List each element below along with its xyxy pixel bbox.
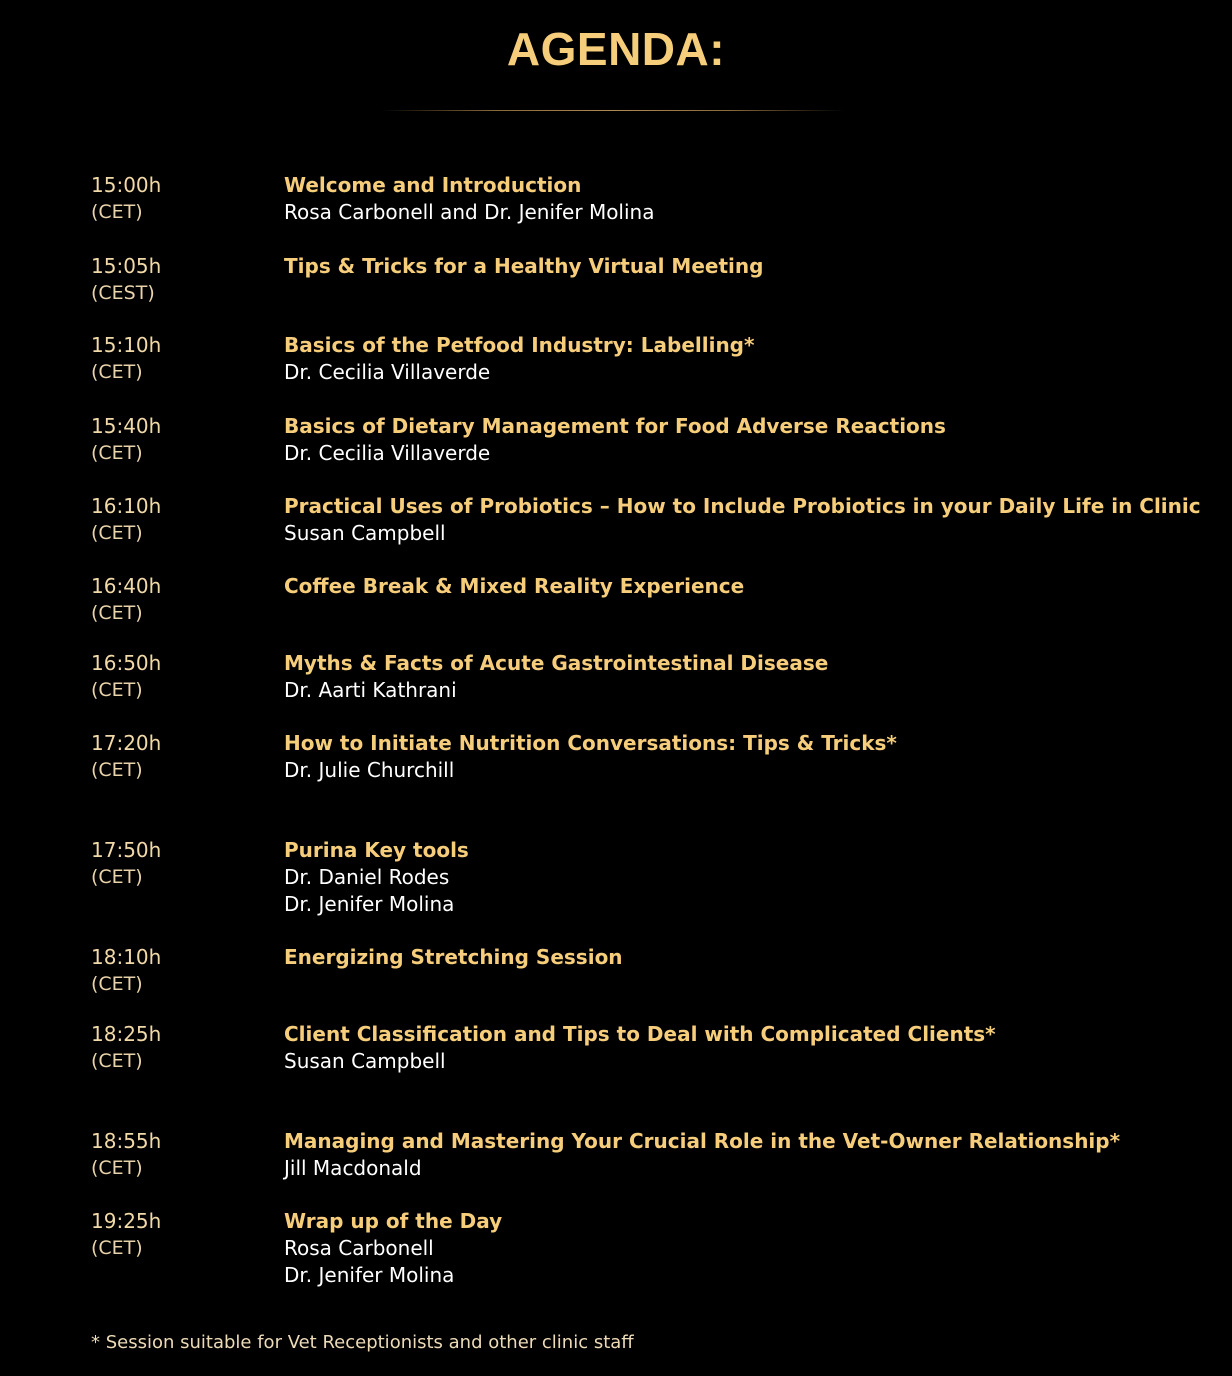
time-value: 16:40h bbox=[91, 574, 162, 598]
agenda-content bbox=[284, 1208, 1224, 1289]
agenda-time bbox=[91, 650, 271, 704]
agenda-content bbox=[284, 730, 1224, 784]
timezone-label: (CET) bbox=[91, 602, 143, 624]
agenda-time bbox=[91, 1021, 271, 1075]
time-value: 17:20h bbox=[91, 731, 162, 755]
timezone-label: (CET) bbox=[91, 973, 143, 995]
speaker-name: Dr. Cecilia Villaverde bbox=[284, 441, 491, 465]
time-value: 19:25h bbox=[91, 1209, 162, 1233]
session-title: Welcome and Introduction bbox=[284, 173, 582, 197]
speaker-name: Dr. Cecilia Villaverde bbox=[284, 360, 491, 384]
speaker-name: Rosa Carbonell and Dr. Jenifer Molina bbox=[284, 200, 655, 224]
timezone-label: (CET) bbox=[91, 866, 143, 888]
footnote: * Session suitable for Vet Receptionists and other clinic staff bbox=[91, 1332, 634, 1353]
time-value: 15:05h bbox=[91, 254, 162, 278]
agenda-time bbox=[91, 493, 271, 547]
timezone-label: (CET) bbox=[91, 1050, 143, 1072]
speaker-name: Dr. Jenifer Molina bbox=[284, 892, 455, 916]
session-title: Wrap up of the Day bbox=[284, 1209, 503, 1233]
agenda-content bbox=[284, 493, 1224, 547]
agenda-time bbox=[91, 253, 271, 307]
time-value: 18:25h bbox=[91, 1022, 162, 1046]
timezone-label: (CET) bbox=[91, 442, 143, 464]
timezone-label: (CET) bbox=[91, 679, 143, 701]
time-value: 18:10h bbox=[91, 945, 162, 969]
speaker-name: Dr. Daniel Rodes bbox=[284, 865, 450, 889]
speaker-name: Dr. Julie Churchill bbox=[284, 758, 455, 782]
time-value: 18:55h bbox=[91, 1129, 162, 1153]
agenda-time bbox=[91, 332, 271, 386]
agenda-content bbox=[284, 1021, 1224, 1075]
session-title: Managing and Mastering Your Crucial Role in the Vet-Owner Relationship* bbox=[284, 1129, 1121, 1153]
timezone-label: (CET) bbox=[91, 361, 143, 383]
agenda-time bbox=[91, 1128, 271, 1182]
session-title: How to Initiate Nutrition Conversations: Tips & Tricks* bbox=[284, 731, 897, 755]
session-title: Energizing Stretching Session bbox=[284, 945, 623, 969]
time-value: 15:40h bbox=[91, 414, 162, 438]
time-value: 15:00h bbox=[91, 173, 162, 197]
agenda-content bbox=[284, 573, 1224, 600]
agenda-content bbox=[284, 944, 1224, 971]
agenda-time bbox=[91, 1208, 271, 1262]
session-title: Practical Uses of Probiotics – How to Include Probiotics in your Daily Life in Clinic bbox=[284, 494, 1201, 518]
timezone-label: (CEST) bbox=[91, 282, 155, 304]
session-title: Basics of the Petfood Industry: Labelling* bbox=[284, 333, 755, 357]
session-title: Basics of Dietary Management for Food Adverse Reactions bbox=[284, 414, 946, 438]
timezone-label: (CET) bbox=[91, 522, 143, 544]
agenda-time bbox=[91, 730, 271, 784]
agenda-time bbox=[91, 172, 271, 226]
session-title: Coffee Break & Mixed Reality Experience bbox=[284, 574, 745, 598]
time-value: 17:50h bbox=[91, 838, 162, 862]
agenda-time bbox=[91, 837, 271, 891]
time-value: 16:10h bbox=[91, 494, 162, 518]
speaker-name: Dr. Jenifer Molina bbox=[284, 1263, 455, 1287]
agenda-content bbox=[284, 837, 1224, 918]
agenda-content bbox=[284, 1128, 1224, 1182]
timezone-label: (CET) bbox=[91, 1157, 143, 1179]
title-divider bbox=[380, 110, 845, 111]
timezone-label: (CET) bbox=[91, 1237, 143, 1259]
agenda-time bbox=[91, 413, 271, 467]
timezone-label: (CET) bbox=[91, 201, 143, 223]
agenda-content bbox=[284, 650, 1224, 704]
agenda-content bbox=[284, 413, 1224, 467]
page-title: AGENDA: bbox=[506, 23, 726, 75]
agenda-content bbox=[284, 332, 1224, 386]
agenda-content bbox=[284, 253, 1224, 280]
session-title: Client Classification and Tips to Deal with Complicated Clients* bbox=[284, 1022, 996, 1046]
speaker-name: Susan Campbell bbox=[284, 1049, 446, 1073]
timezone-label: (CET) bbox=[91, 759, 143, 781]
agenda-content bbox=[284, 172, 1224, 226]
agenda-time bbox=[91, 573, 271, 627]
session-title: Tips & Tricks for a Healthy Virtual Meeting bbox=[284, 254, 764, 278]
agenda-time bbox=[91, 944, 271, 998]
session-title: Purina Key tools bbox=[284, 838, 469, 862]
time-value: 15:10h bbox=[91, 333, 162, 357]
speaker-name: Susan Campbell bbox=[284, 521, 446, 545]
speaker-name: Dr. Aarti Kathrani bbox=[284, 678, 457, 702]
speaker-name: Rosa Carbonell bbox=[284, 1236, 434, 1260]
time-value: 16:50h bbox=[91, 651, 162, 675]
speaker-name: Jill Macdonald bbox=[284, 1156, 422, 1180]
session-title: Myths & Facts of Acute Gastrointestinal Disease bbox=[284, 651, 829, 675]
